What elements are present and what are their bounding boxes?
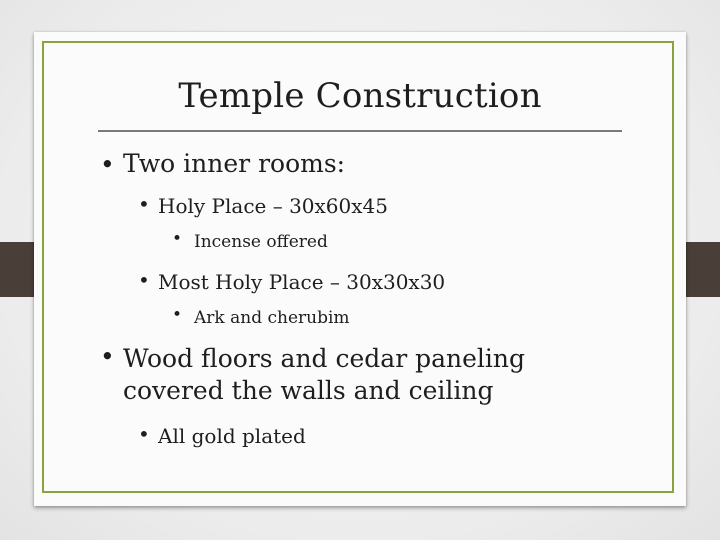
bullet-icon: • <box>100 342 115 371</box>
list-item: All gold plated <box>158 424 306 448</box>
list-item: Wood floors and cedar paneling covered the walls and ceiling <box>123 344 526 405</box>
bullet-icon: • <box>172 229 183 249</box>
list-item: Most Holy Place – 30x30x30 <box>158 270 446 294</box>
list-item: Incense offered <box>194 232 328 252</box>
title-rule <box>98 130 622 132</box>
list-item: Two inner rooms: <box>123 149 346 178</box>
bullet-icon: • <box>172 305 183 325</box>
bullet-icon: • <box>138 192 150 216</box>
bullet-icon: • <box>100 150 115 179</box>
slide-card <box>34 32 686 506</box>
list-item: Holy Place – 30x60x45 <box>158 194 388 218</box>
slide-title: Temple Construction <box>178 76 542 116</box>
list-item: Ark and cherubim <box>194 308 350 328</box>
bullet-icon: • <box>138 422 150 446</box>
bullet-icon: • <box>138 268 150 292</box>
